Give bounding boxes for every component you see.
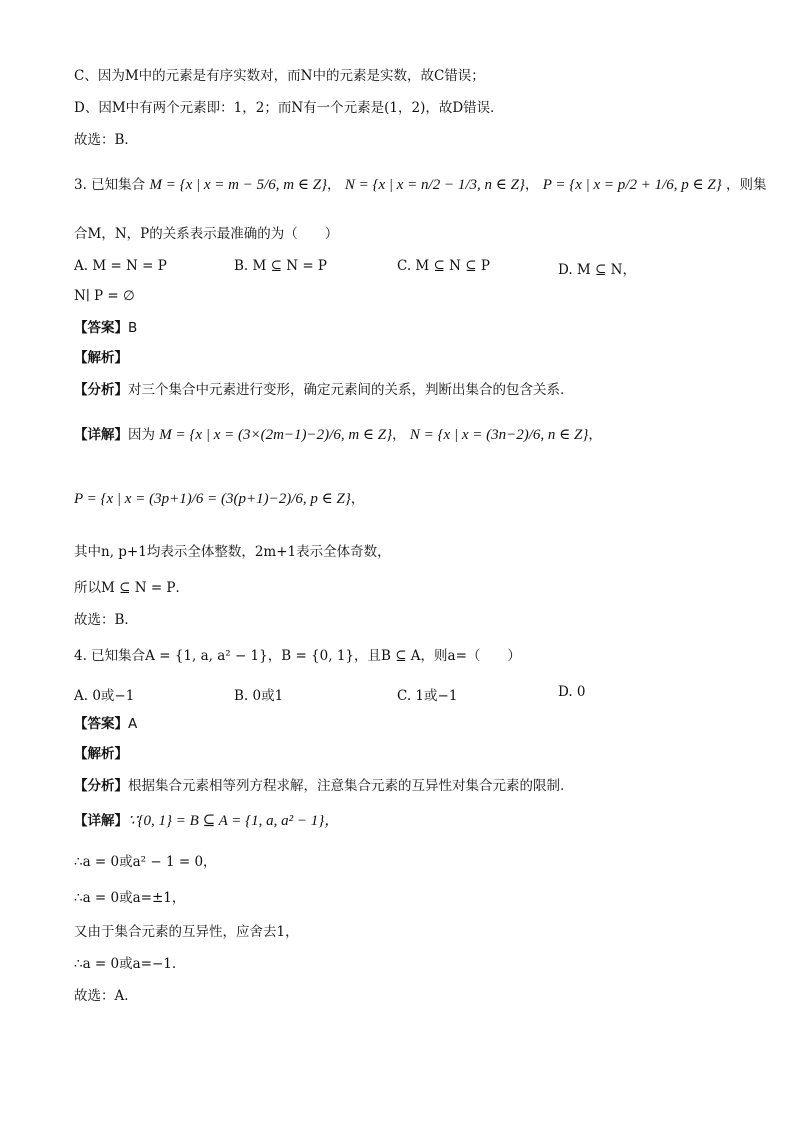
fenxi-line	[74, 382, 564, 399]
xiangjie-tag: 【详解】	[74, 813, 128, 829]
text-line: D、因M中有两个元素即：1，2；而N有一个元素是(1，2)，故D错误．	[74, 100, 504, 116]
text-line: 故选：B．	[74, 132, 138, 148]
fenxi-text: 根据集合元素相等列方程求解，注意集合元素的互异性对集合元素的限制.	[128, 778, 565, 794]
question-3-option-d: D. M ⊆ N，	[558, 262, 636, 278]
xiangjie-text: ∵{0, 1} = B ⊆ A = {1, a, a² − 1}，	[128, 813, 340, 829]
question-3-stem: 3. 已知集合 M = {x | x = m − 5/6, m ∈ Z}， N = {x | x = n/2 − 1/3, n ∈ Z}， P = {x | x = p/2 + 1/6, p ∈ Z} ，则集	[74, 177, 767, 193]
xiangjie-line-4: 所以M ⊆ N = P．	[74, 580, 190, 596]
set-p-rewrite: P = {x | x = (3p+1)/6 = (3(p+1)−2)/6, p ∈ Z}	[74, 491, 351, 507]
question-3-line-2: 合M，N，P的关系表示最准确的为（ ）	[74, 226, 339, 242]
question-3-option-d-cont: N∣ P = ∅	[74, 288, 135, 304]
xiangjie-line-2: ∴a = 0或a² − 1 = 0，	[74, 854, 217, 870]
fenxi-tag: 【分析】	[74, 382, 128, 398]
jiexi-tag: 【解析】	[74, 746, 128, 762]
xiangjie-line-4: 又由于集合元素的互异性，应舍去1，	[74, 924, 299, 940]
xiangjie-line-3: 其中n, p+1均表示全体整数，2m+1表示全体奇数，	[74, 544, 391, 560]
set-m-rewrite: M = {x | x = (3×(2m−1)−2)/6, m ∈ Z}	[159, 427, 393, 443]
fenxi-tag: 【分析】	[74, 778, 128, 794]
xiangjie-line-3: ∴a = 0或a=±1，	[74, 890, 186, 906]
question-4-option-d: D. 0	[558, 684, 586, 700]
question-3-prefix: 3. 已知集合	[74, 177, 146, 193]
xiangjie-line-1	[74, 812, 339, 831]
xiangjie-line-2: P = {x | x = (3p+1)/6 = (3(p+1)−2)/6, p ∈ Z}，	[74, 491, 365, 507]
question-3-option-b: B. M ⊆ N = P	[234, 258, 328, 274]
question-4-option-a: A. 0或−1	[74, 688, 135, 704]
xiangjie-line-5: 故选：B．	[74, 612, 138, 628]
answer-tag: 【答案】	[74, 320, 128, 336]
jiexi-tag: 【解析】	[74, 350, 128, 366]
answer-line	[74, 716, 137, 733]
answer-value: B	[128, 320, 138, 336]
question-4-option-b: B. 0或1	[234, 688, 284, 704]
question-3-option-c: C. M ⊆ N ⊆ P	[397, 258, 490, 274]
set-p-definition: P = {x | x = p/2 + 1/6, p ∈ Z}	[542, 177, 722, 193]
xiangjie-line-1: 【详解】因为 M = {x | x = (3×(2m−1)−2)/6, m ∈ Z}， N = {x | x = (3n−2)/6, n ∈ Z}，	[74, 427, 602, 443]
xiangjie-tag: 【详解】	[74, 427, 128, 443]
fenxi-line	[74, 778, 564, 795]
set-n-rewrite: N = {x | x = (3n−2)/6, n ∈ Z}	[409, 427, 589, 443]
xiangjie-line-6: 故选：A．	[74, 988, 138, 1004]
xiangjie-text: 因为	[128, 427, 155, 443]
answer-line	[74, 320, 137, 337]
question-3-option-a: A. M = N = P	[74, 258, 167, 274]
text-line: C、因为M中的元素是有序实数对，而N中的元素是实数，故C错误；	[74, 68, 485, 84]
answer-tag: 【答案】	[74, 716, 128, 732]
question-4-option-c: C. 1或−1	[397, 688, 458, 704]
question-4-stem: 4. 已知集合A = {1, a, a² − 1}，B = {0, 1}，且B ⊆ A，则a=（ ）	[74, 648, 521, 664]
xiangjie-line-5: ∴a = 0或a=−1.	[74, 956, 177, 972]
answer-value: A	[128, 716, 138, 732]
question-3-suffix: ，则集	[726, 177, 767, 193]
fenxi-text: 对三个集合中元素进行变形，确定元素间的关系，判断出集合的包含关系.	[128, 382, 565, 398]
set-m-definition: M = {x | x = m − 5/6, m ∈ Z}	[149, 177, 328, 193]
set-n-definition: N = {x | x = n/2 − 1/3, n ∈ Z}	[344, 177, 525, 193]
